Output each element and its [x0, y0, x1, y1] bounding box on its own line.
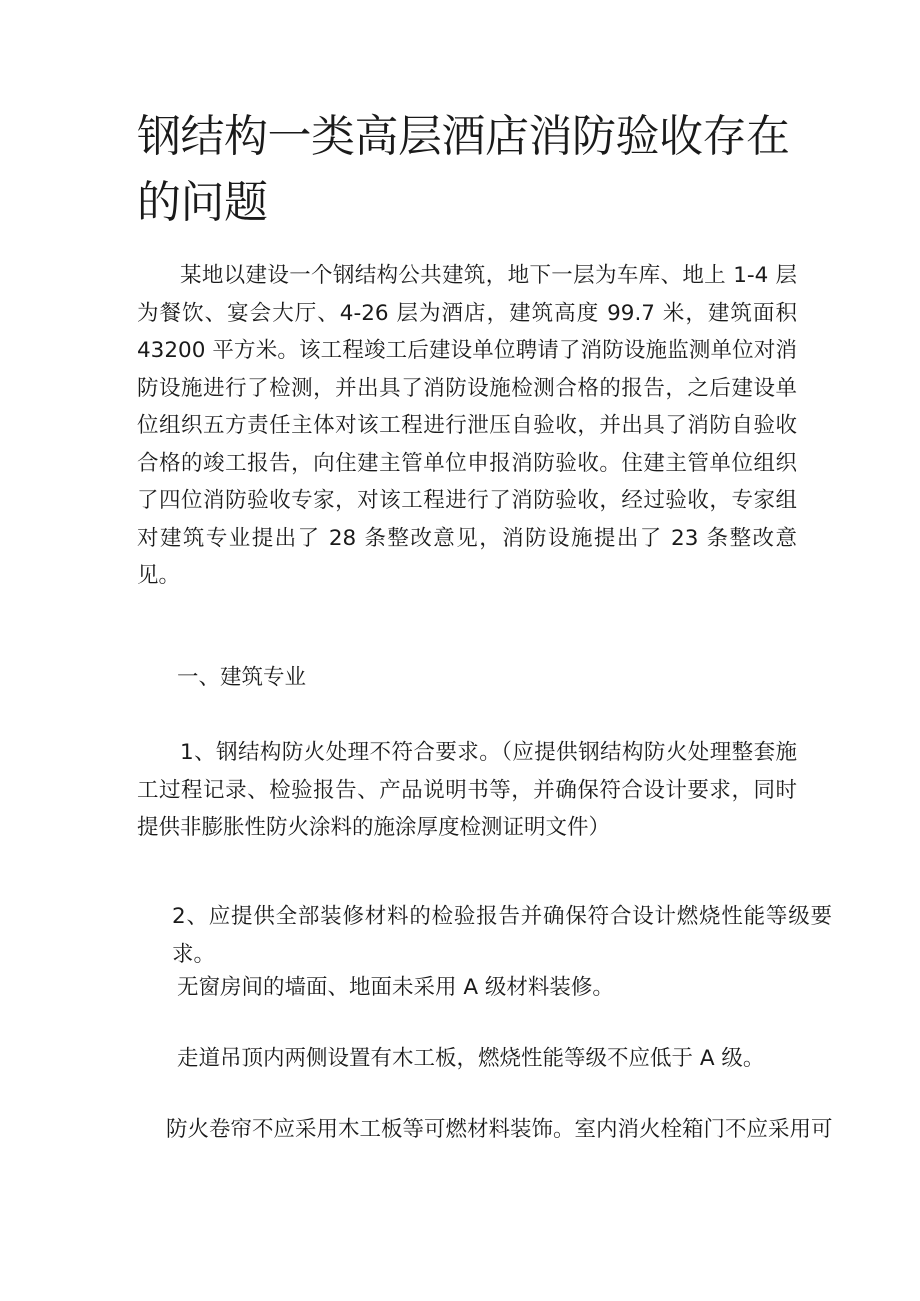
- section-heading: 一、建筑专业: [177, 665, 307, 690]
- item-2-paragraph: 2、应提供全部装修材料的检验报告并确保符合设计燃烧性能等级要求。: [172, 904, 832, 967]
- intro-paragraph: 某地以建设一个钢结构公共建筑，地下一层为车库、地上 1-4 层为餐饮、宴会大厅、4-26 层为酒店，建筑高度 99.7 米，建筑面积 43200 平方米。该工程竣工后建设单位聘请了消防设施监测单位对消防设施进行了检测，并出具了消防设施检测合格的报告，之后建设单位组织五方责任主体对该工程进行泄压自验收，并出具了消防自验收合格的竣工报告，向住建主管单位申报消防验收。住建主管单位组织了四位消防验收专家，对该工程进行了消防验收，经过验收，专家组对建筑专业提出了 28 条整改意见，消防设施提出了 23 条整改意见。: [137, 263, 797, 588]
- document-title: 钢结构一类高层酒店消防验收存在的问题: [137, 111, 790, 228]
- note-windowless-rooms: 无窗房间的墙面、地面未采用 A 级材料装修。: [177, 975, 614, 1000]
- item-1-paragraph: 1、钢结构防火处理不符合要求。（应提供钢结构防火处理整套施工过程记录、检验报告、产品说明书等，并确保符合设计要求，同时提供非膨胀性防火涂料的施涂厚度检测证明文件）: [137, 740, 797, 840]
- note-fire-shutter: 防火卷帘不应采用木工板等可燃材料装饰。室内消火栓箱门不应采用可: [166, 1117, 833, 1142]
- note-corridor-ceiling: 走道吊顶内两侧设置有木工板，燃烧性能等级不应低于 A 级。: [177, 1046, 765, 1071]
